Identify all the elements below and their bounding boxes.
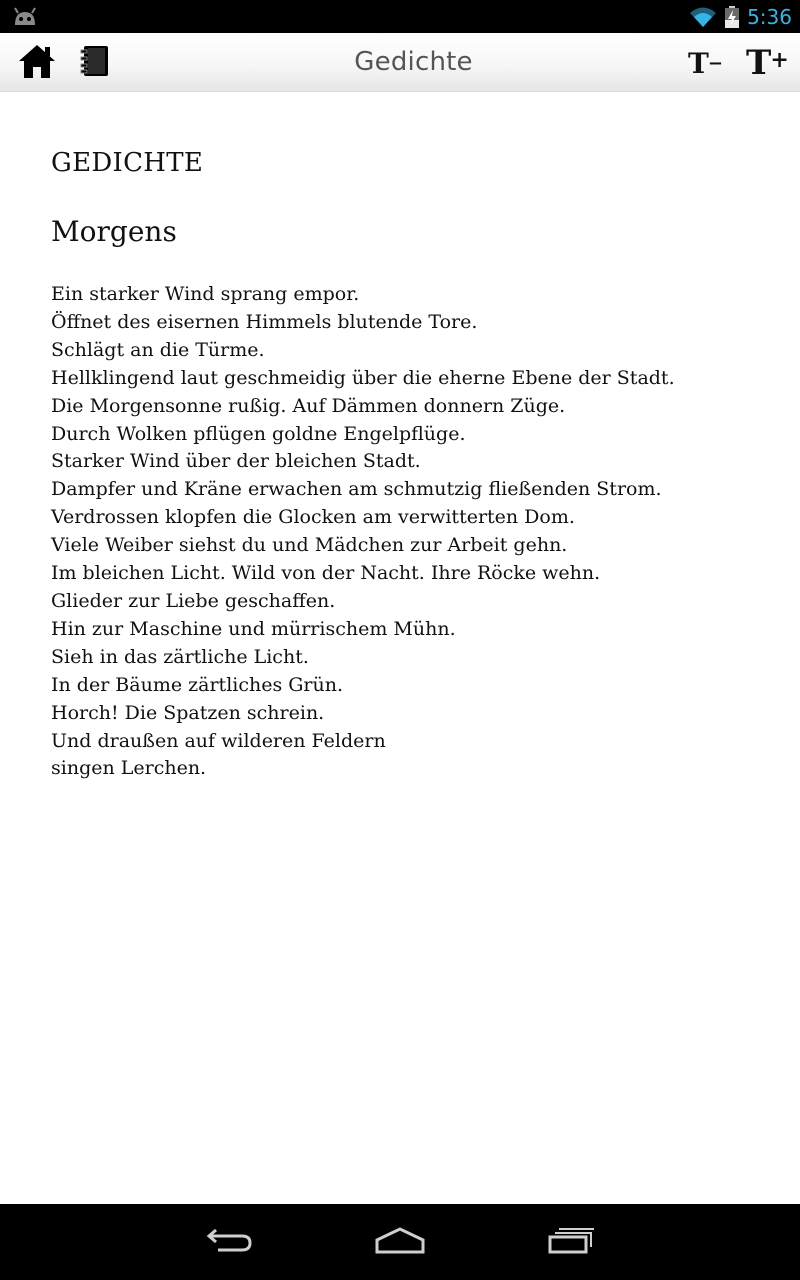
font-decrease-letter: T [688,46,709,80]
poem-line: Im bleichen Licht. Wild von der Nacht. Ihre Röcke wehn. [51,562,601,585]
poem-line: Verdrossen klopfen die Glocken am verwitterten Dom. [51,506,575,529]
poem-line: Starker Wind über der bleichen Stadt. [51,450,421,473]
poem-line: Schlägt an die Türme. [51,338,265,361]
poem-line: Hellklingend laut geschmeidig über die eherne Ebene der Stadt. [51,366,675,389]
back-button[interactable] [200,1222,260,1262]
recent-apps-button[interactable] [541,1222,601,1262]
poem-line: Glieder zur Liebe geschaffen. [51,589,336,612]
home-icon [18,43,56,83]
poem-title: Morgens [51,215,177,248]
poem-line: Horch! Die Spatzen schrein. [51,701,325,724]
poem-line: Öffnet des eisernen Himmels blutende Tore. [51,310,478,333]
plus-icon: + [770,47,789,73]
recent-apps-icon [547,1226,595,1258]
wifi-icon [689,6,717,28]
android-debug-icon [12,7,38,26]
poem-line: Viele Weiber siehst du und Mädchen zur Arbeit gehn. [51,534,568,557]
poem-line: Die Morgensonne rußig. Auf Dämmen donnern Züge. [51,394,566,417]
minus-icon: − [707,52,723,74]
action-bar [0,33,800,92]
poem-text [51,281,675,783]
nav-home-button[interactable] [370,1222,430,1262]
poem-line: In der Bäume zärtliches Grün. [51,673,344,696]
home-outline-icon [374,1226,426,1258]
poem-line: Durch Wolken pflügen goldne Engelpflüge. [51,422,466,445]
home-button[interactable] [16,43,58,83]
poem-line: singen Lerchen. [51,757,207,780]
navigation-bar [0,1204,800,1280]
poem-line: Hin zur Maschine und mürrischem Mühn. [51,617,456,640]
poem-line: Sieh in das zärtliche Licht. [51,645,309,668]
poem-line: Ein starker Wind sprang empor. [51,283,360,305]
back-icon [206,1226,254,1258]
status-clock: 5:36 [747,4,792,29]
page-title: Gedichte [354,47,473,77]
status-bar [0,0,800,33]
notebook-icon [80,45,110,81]
poem-line: Dampfer und Kräne erwachen am schmutzig fließenden Strom. [51,478,662,501]
font-size-increase-button[interactable] [746,41,789,85]
table-of-contents-button[interactable] [78,45,112,81]
battery-charging-icon [725,6,739,28]
font-increase-letter: T [746,43,772,83]
book-title: GEDICHTE [51,148,204,178]
font-size-decrease-button[interactable] [688,41,728,85]
poem-line: Und draußen auf wilderen Feldern [51,729,386,752]
